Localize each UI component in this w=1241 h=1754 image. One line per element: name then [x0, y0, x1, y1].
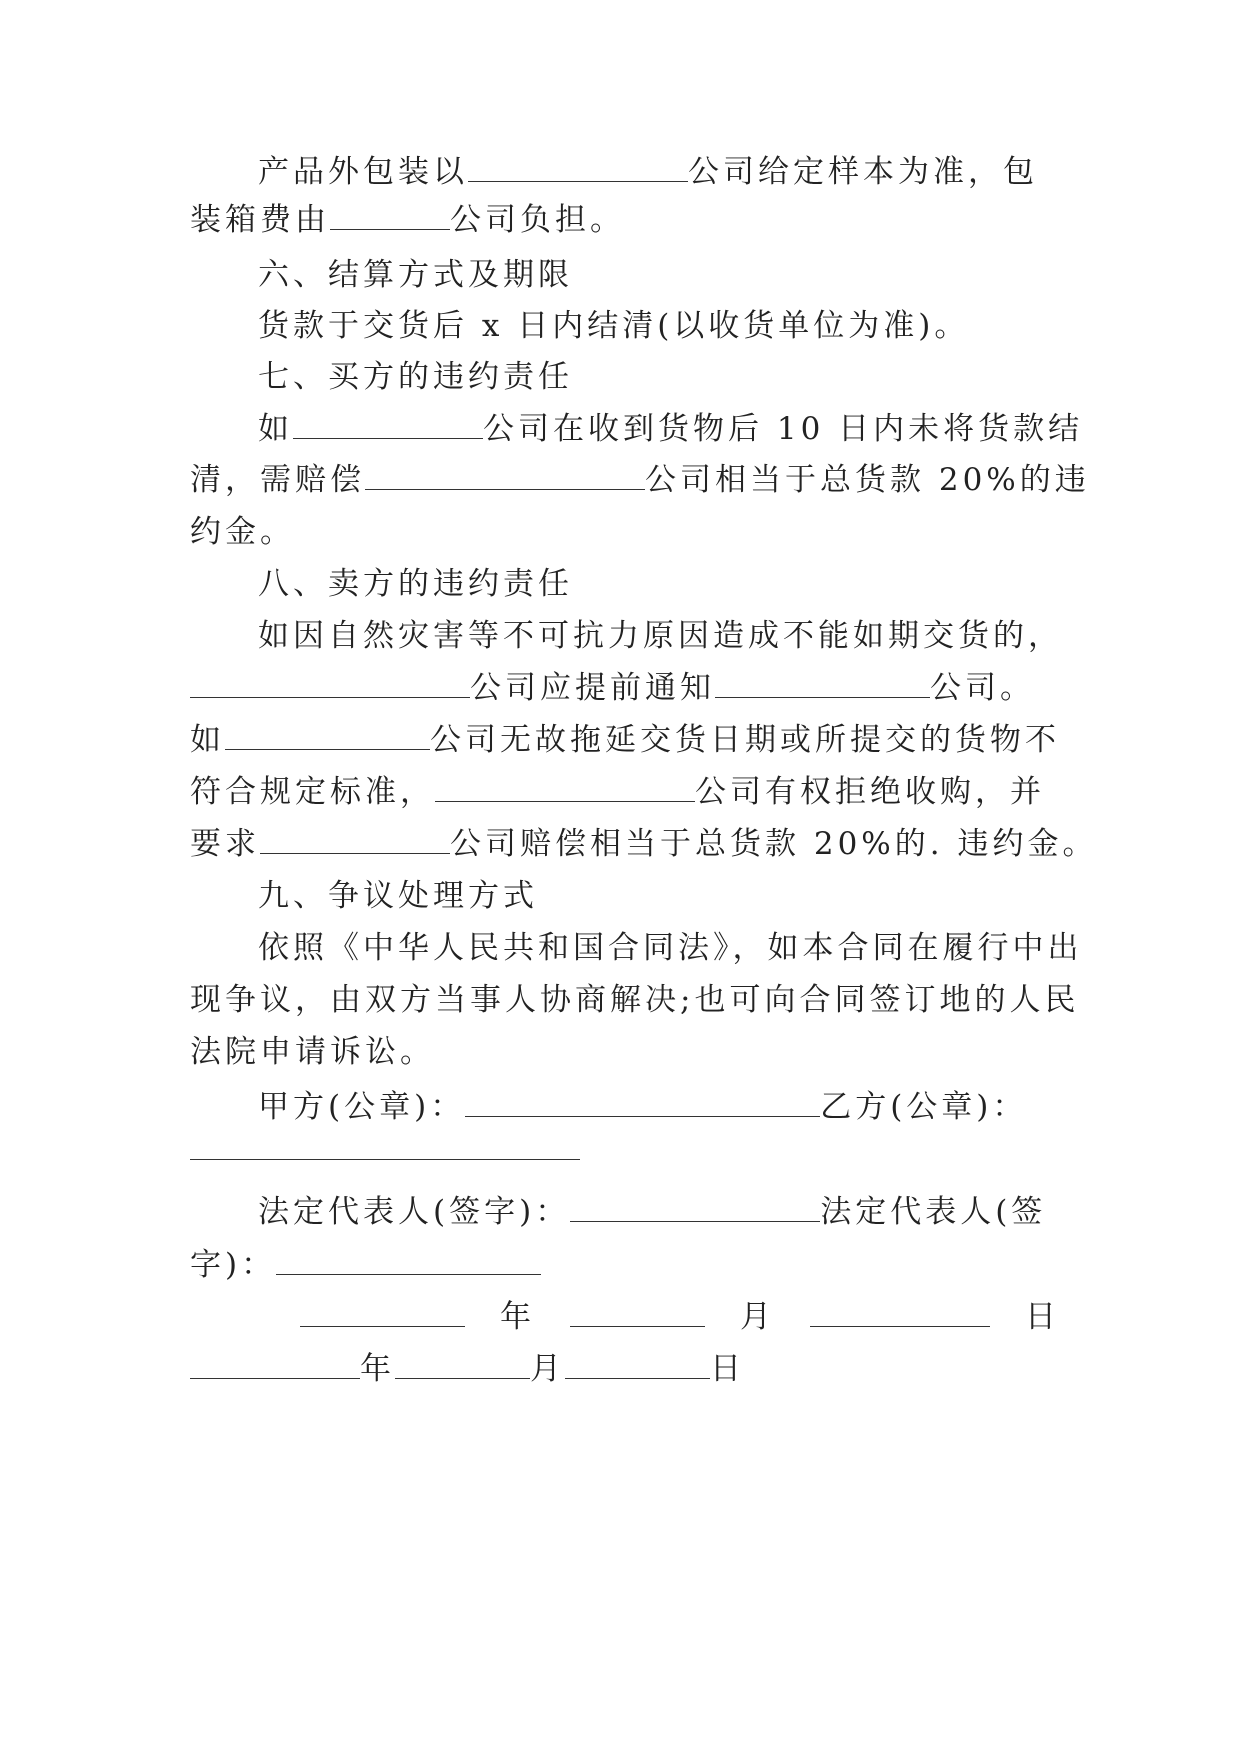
seller-liability-line-4 — [190, 772, 1060, 812]
dispute-line-3: 法院申请诉讼。 — [190, 1034, 435, 1070]
day-label: 日 — [710, 1351, 745, 1387]
heading-buyer-liability: 七、买方的违约责任 — [258, 359, 573, 395]
seller-liability-line-5 — [190, 824, 1098, 864]
blank-line — [715, 671, 930, 698]
text: 公司相当于总货款 20%的违 — [645, 462, 1090, 498]
date-line-a — [300, 1297, 1060, 1337]
heading-dispute: 九、争议处理方式 — [258, 878, 538, 914]
rep-a-blank — [570, 1195, 820, 1222]
text: 公司在收到货物后 10 日内未将货款结 — [483, 411, 1084, 447]
date-line-b — [190, 1349, 1060, 1389]
text: 公司负担。 — [450, 202, 625, 238]
seal-blank-line — [190, 1130, 1060, 1170]
rep-a-label: 法定代表人(签字)： — [258, 1194, 571, 1230]
rep-b-blank — [276, 1248, 541, 1275]
buyer-liability-line-2 — [190, 460, 1090, 500]
month-blank — [395, 1352, 530, 1379]
buyer-liability-line-1 — [258, 409, 1084, 449]
month-label: 月 — [530, 1351, 565, 1387]
seller-liability-line-1: 如因自然灾害等不可抗力原因造成不能如期交货的， — [258, 618, 1063, 654]
day-blank — [565, 1352, 710, 1379]
text: 装箱费由 — [190, 202, 330, 238]
text: 公司。 — [930, 670, 1035, 706]
dispute-line-1: 依照《中华人民共和国合同法》，如本合同在履行中出 — [258, 930, 1083, 966]
blank-line — [365, 463, 645, 490]
blank-line — [435, 775, 695, 802]
text: 清，需赔偿 — [190, 462, 365, 498]
dispute-line-2: 现争议，由双方当事人协商解决;也可向合同签订地的人民 — [190, 982, 1080, 1018]
settlement-text: 货款于交货后 x 日内结清(以收货单位为准)。 — [258, 308, 970, 344]
text: 公司赔偿相当于总货款 20%的. 违约金。 — [450, 826, 1098, 862]
party-a-seal-label: 甲方(公章)： — [258, 1089, 466, 1125]
day-label: 日 — [1025, 1299, 1060, 1335]
packaging-line-1 — [258, 152, 1060, 192]
seal-line — [258, 1087, 1060, 1127]
party-a-seal-blank — [465, 1090, 820, 1117]
representative-line-2 — [190, 1245, 1060, 1285]
year-label: 年 — [360, 1351, 395, 1387]
seller-liability-line-3 — [190, 720, 1060, 760]
packaging-line-2 — [190, 200, 1060, 240]
heading-seller-liability: 八、卖方的违约责任 — [258, 566, 573, 602]
month-blank — [570, 1300, 705, 1327]
heading-settlement: 六、结算方式及期限 — [258, 257, 573, 293]
text: 如 — [190, 722, 225, 758]
blank-line — [293, 412, 483, 439]
party-b-seal-label: 乙方(公章)： — [820, 1089, 1028, 1125]
year-label: 年 — [500, 1299, 535, 1335]
year-blank — [300, 1300, 465, 1327]
day-blank — [810, 1300, 990, 1327]
text: 公司有权拒绝收购，并 — [695, 774, 1045, 810]
blank-line — [260, 827, 450, 854]
blank-line — [190, 671, 470, 698]
text: 要求 — [190, 826, 260, 862]
text: 公司无故拖延交货日期或所提交的货物不 — [430, 722, 1060, 758]
representative-line — [258, 1192, 1060, 1232]
year-blank — [190, 1352, 360, 1379]
blank-line — [330, 203, 450, 230]
blank-line — [225, 723, 430, 750]
text: 产品外包装以 — [258, 154, 468, 190]
party-b-seal-blank — [190, 1133, 580, 1160]
rep-b-label-cont: 字)： — [190, 1247, 277, 1283]
text: 符合规定标准， — [190, 774, 435, 810]
buyer-liability-line-3: 约金。 — [190, 514, 295, 550]
text: 公司给定样本为准，包 — [688, 154, 1038, 190]
month-label: 月 — [740, 1299, 775, 1335]
rep-b-label: 法定代表人(签 — [820, 1194, 1047, 1230]
blank-line — [468, 155, 688, 182]
seller-liability-line-2 — [190, 668, 1060, 708]
text: 公司应提前通知 — [470, 670, 715, 706]
text: 如 — [258, 411, 293, 447]
